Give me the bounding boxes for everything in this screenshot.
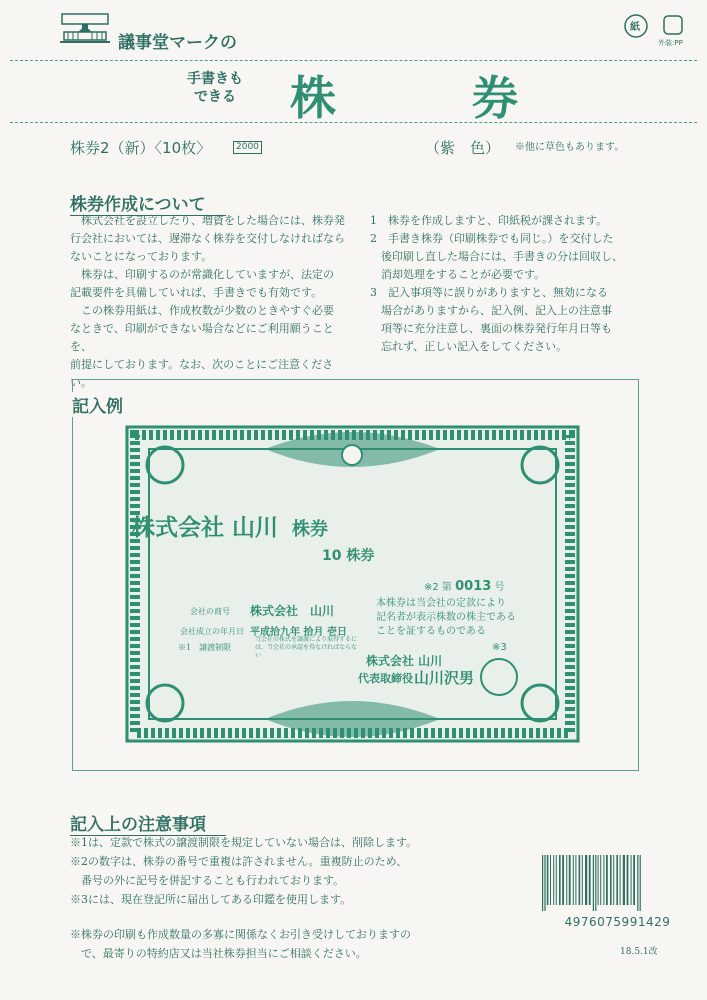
cert-statement [376, 597, 516, 639]
about-line: なときで、印刷ができない場合などにご利用願うことを、 [70, 322, 334, 353]
about-line: ないことになっております。 [70, 250, 213, 263]
about-left-text [70, 212, 355, 392]
cert-issuer-name: 山川沢男 [414, 669, 475, 687]
product-code: 2000 [233, 141, 262, 154]
packaging-label: 外装:PP [658, 39, 683, 47]
barcode-bar [603, 855, 604, 905]
notice-line: 3 記入事項等に誤りがありますと、無効になる [370, 286, 608, 299]
paper-label: 紙 [630, 22, 640, 33]
barcode-bar [600, 855, 601, 905]
barcode-bar [544, 855, 545, 911]
about-heading: 株券作成について [70, 190, 226, 216]
cert-issuer-company: 株式会社 山川 [366, 654, 443, 668]
barcode-bar [627, 855, 629, 905]
ornamental-border [125, 425, 580, 743]
certificate-sample [125, 425, 580, 743]
notice-line: 2 手書き株券（印刷株券でも同じ。）を交付した [370, 232, 614, 245]
about-right-list [370, 212, 650, 356]
certificate-company-title [132, 509, 328, 542]
top-divider [10, 60, 697, 61]
cert-number: 0013 [455, 579, 492, 594]
cert-mark3: ※3 [492, 642, 507, 653]
notes-heading: 記入上の注意事項 [70, 810, 226, 836]
about-line: 株券は、印刷するのが常識化していますが、法定の [81, 268, 334, 281]
notes-list [70, 833, 530, 909]
plastic-recycle-icon [664, 16, 682, 34]
barcode-bar [569, 855, 571, 905]
barcode-bar [606, 855, 608, 905]
example-heading: 記入例 [70, 392, 125, 417]
barcode-bar [553, 855, 554, 905]
recycle-marks [622, 10, 692, 52]
product-name: 株券2（新）〈10枚〉 [70, 139, 212, 157]
barcode-bar [637, 855, 638, 911]
note-item: ※2の数字は、株券の番号で重複は許されません。重複防止のため、 [70, 855, 408, 868]
diet-building-logo [60, 10, 110, 50]
handwritten-line-1: 手書きも [187, 71, 243, 87]
cert-transfer-text: 当会社の株式を譲渡により取得するには、当会社の承認を得なければならない [255, 636, 358, 659]
barcode-bar [559, 855, 561, 905]
about-line: 前提にしております。なお、次のことにご注意ください。 [70, 358, 334, 389]
barcode-bar [589, 855, 591, 905]
cert-statement-line: 記名者が表示株数の株主である [376, 612, 516, 623]
barcode-bar [623, 855, 625, 905]
cert-number-label: ※2 第 [424, 582, 452, 593]
handwritten-line-2: できる [194, 89, 236, 105]
barcode-bar [613, 855, 614, 905]
barcode-bar [566, 855, 567, 905]
note-item: 番号の外に記号を併記することも行われております。 [70, 874, 345, 887]
cert-number-suffix: 号 [494, 582, 505, 593]
about-line: 記載要件を具備していれば、手書きでも有効です。 [70, 286, 323, 299]
barcode-bar [550, 855, 551, 905]
notice-line: 消却処理をすることが必要です。 [370, 268, 546, 281]
footer-line: ※株券の印刷も作成数量の多寡に関係なくお引き受けしておりますの [70, 928, 411, 941]
notice-line: 忘れず、正しい記入をしてください。 [370, 340, 568, 353]
cert-company-name: 株式会社 山川 [250, 604, 335, 618]
title-divider [10, 122, 697, 123]
barcode-bar [562, 855, 564, 905]
barcode-number: 4976075991429 [564, 915, 671, 929]
footer-line: で、最寄りの特約店又は当社株券担当にご相談ください。 [70, 947, 367, 960]
note-item: ※1は、定款で株式の譲渡制限を規定していない場合は、削除します。 [70, 836, 418, 849]
about-line: 行会社においては、遅滞なく株券を交付しなければなら [70, 232, 345, 245]
barcode-bar [573, 855, 574, 905]
company-seal [480, 658, 518, 696]
revision-code: 18.5.1改 [620, 947, 658, 957]
cert-founding-date: 平成拾九年 拾月 壱日 [250, 627, 347, 638]
barcode-bar [593, 855, 594, 911]
barcode-bar [631, 855, 632, 905]
about-line: この株券用紙は、作成枚数が少数のときやすぐ必要 [81, 304, 334, 317]
notice-line: 場合がありますから、記入例、記入上の注意事 [370, 304, 612, 317]
barcode-bar [640, 855, 641, 911]
main-title: 株 券 [290, 71, 579, 125]
cert-founding-label: 会社成立の年月日 [180, 627, 244, 636]
cert-number-row [424, 578, 504, 594]
color-note: ※他に草色もあります。 [515, 142, 625, 153]
barcode-bar [595, 855, 596, 911]
notice-line: 1 株券を作成しますと、印紙税が課されます。 [370, 214, 608, 227]
cert-shares: 10 株券 [322, 548, 375, 564]
note-item: ※3には、現在登記所に届出してある印鑑を使用します。 [70, 893, 352, 906]
handwritten-label [175, 70, 255, 106]
cert-kind: 株券 [292, 519, 329, 540]
barcode-bar [575, 855, 576, 905]
footer-note [70, 925, 510, 963]
about-line: 株式会社を設立したり、増資をした場合には、株券発 [81, 214, 345, 227]
notice-line: 後印刷し直した場合には、手書きの分は回収し、 [370, 250, 623, 263]
color-label: （紫 色） [425, 139, 501, 157]
barcode-bar [610, 855, 612, 905]
cert-company-name-label: 会社の商号 [190, 607, 230, 616]
barcode-bar [582, 855, 583, 905]
barcode-bar [633, 855, 635, 905]
barcode-bar [616, 855, 618, 905]
notice-line: 項等に充分注意し、裏面の株券発行年月日等も [370, 322, 612, 335]
barcode-bar [620, 855, 621, 905]
cert-transfer-label: ※1 譲渡制限 [178, 643, 232, 652]
cert-company-title-text: 株式会社 山川 [132, 515, 279, 541]
barcode [540, 855, 695, 929]
barcode-bar [547, 855, 549, 905]
barcode-bar [598, 855, 599, 905]
brand-text: 議事堂マークの [118, 33, 237, 53]
barcode-bar [579, 855, 581, 905]
cert-statement-line: 本株券は当会社の定款により [376, 598, 506, 609]
cert-issuer-title: 代表取締役 [358, 672, 413, 685]
barcode-bar [585, 855, 587, 905]
barcode-bars [540, 855, 695, 911]
cert-statement-line: ことを証するものである [376, 626, 486, 637]
barcode-bar [542, 855, 543, 911]
barcode-bar [556, 855, 557, 905]
